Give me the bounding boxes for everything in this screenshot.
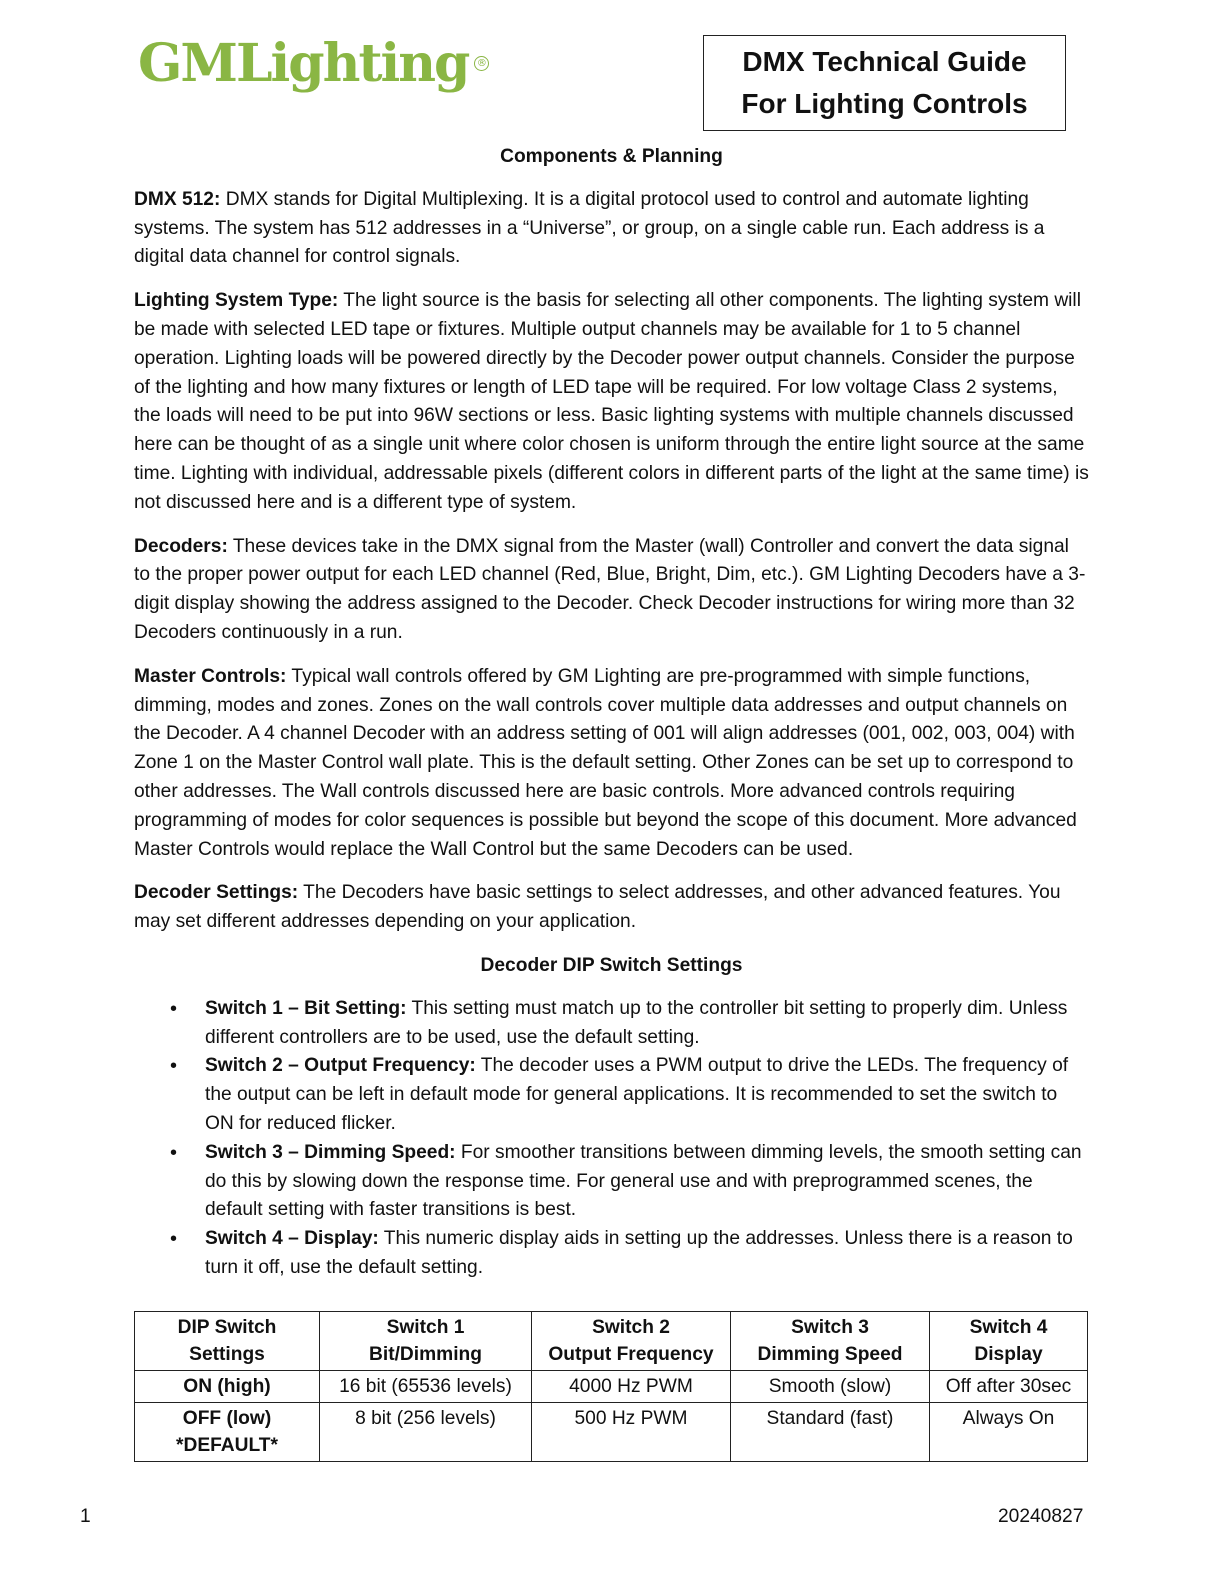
document-code: 20240827: [998, 1506, 1084, 1527]
paragraph-label: Decoder Settings:: [134, 882, 299, 904]
table-header: Switch 4 Display: [930, 1312, 1088, 1371]
section-title: Components & Planning: [500, 146, 723, 167]
registered-mark-icon: ®: [474, 56, 489, 71]
paragraph-decoders: [134, 533, 1089, 648]
table-cell: Smooth (slow): [731, 1371, 930, 1403]
list-item: [205, 995, 1089, 1053]
paragraph-decoder-settings: [134, 879, 1089, 937]
table-cell: 4000 Hz PWM: [532, 1371, 731, 1403]
dip-switch-title: Decoder DIP Switch Settings: [480, 954, 743, 976]
table-cell: 16 bit (65536 levels): [320, 1371, 532, 1403]
paragraph-label: Lighting System Type:: [134, 290, 339, 312]
page-number: 1: [80, 1506, 91, 1527]
paragraph-text: DMX stands for Digital Multiplexing. It is a digital protocol used to control and automate lighting systems. The system has 512 addresses in a “Universe”, or group, on a single cable run. Each address is a digital data channel for control signals.: [134, 188, 1045, 268]
paragraph-text: The Decoders have basic settings to select addresses, and other advanced features. You may set different addresses depending on your application.: [134, 882, 1061, 933]
bullet-label: Switch 1 – Bit Setting:: [205, 997, 407, 1019]
bullet-text: This numeric display aids in setting up the addresses. Unless there is a reason to turn it off, use the default setting.: [205, 1228, 1073, 1278]
title-line-2: For Lighting Controls: [741, 88, 1028, 119]
title-line-1: DMX Technical Guide: [742, 46, 1027, 77]
paragraph-text: Typical wall controls offered by GM Lighting are pre-programmed with simple functions, dimming, modes and zones. Zones on the wall controls cover multiple data addresses and output channels on the Decoder. A 4 channel Decoder with an address setting of 001 will align addresses (001, 002, 003, 004) with Zone 1 on the Master Control wall plate. This is the default setting. Other Zones can be set up to correspond to other addresses. The Wall controls discussed here are basic controls. More advanced controls requiring programming of modes for color sequences is possible but beyond the scope of this document. More advanced Master Controls would replace the Wall Control but the same Decoders can be used.: [134, 665, 1077, 860]
main-content: [134, 143, 1089, 1291]
table-header: Switch 3 Dimming Speed: [731, 1312, 930, 1371]
paragraph-label: Decoders:: [134, 535, 228, 557]
paragraph-text: The light source is the basis for selecting all other components. The lighting system will be made with selected LED tape or fixtures. Multiple output channels may be available for 1 to 5 channel operation. Lighting loads will be powered directly by the Decoder power output channels. Consider the purpose of the lighting and how many fixtures or length of LED tape will be required. For low voltage Class 2 systems, the loads will need to be put into 96W sections or less. Basic lighting systems with multiple channels discussed here can be thought of as a single unit where color chosen is uniform through the entire light source at the same time. Lighting with individual, addressable pixels (different colors in different parts of the light at the same time) is not discussed here and is a different type of system.: [134, 290, 1089, 513]
paragraph-master-controls: [134, 663, 1089, 865]
document-title-box: [703, 35, 1066, 131]
bullet-label: Switch 2 – Output Frequency:: [205, 1055, 476, 1077]
table-cell: Standard (fast): [731, 1403, 930, 1462]
table-header: Switch 1 Bit/Dimming: [320, 1312, 532, 1371]
table-row: [135, 1371, 1088, 1403]
table-cell-row-label: ON (high): [135, 1371, 320, 1403]
table-header-row: [135, 1312, 1088, 1371]
bullet-text: This setting must match up to the controller bit setting to properly dim. Unless different controllers are to be used, use the default setting.: [205, 997, 1068, 1048]
bullet-label: Switch 3 – Dimming Speed:: [205, 1141, 456, 1163]
table-header: DIP Switch Settings: [135, 1312, 320, 1371]
logo-text: GMLighting: [138, 33, 469, 94]
bullet-text: The decoder uses a PWM output to drive the LEDs. The frequency of the output can be left in default mode for general applications. It is recommended to set the switch to ON for reduced flicker.: [205, 1055, 1069, 1134]
list-item: [205, 1225, 1089, 1283]
bullet-label: Switch 4 – Display:: [205, 1228, 379, 1250]
paragraph-label: DMX 512:: [134, 188, 221, 210]
table-cell: 8 bit (256 levels): [320, 1403, 532, 1462]
table-row: [135, 1403, 1088, 1462]
dip-switch-list: [134, 995, 1089, 1283]
list-item: [205, 1139, 1089, 1225]
paragraph-dmx512: [134, 186, 1089, 272]
company-logo: [138, 33, 489, 94]
paragraph-label: Master Controls:: [134, 665, 287, 687]
dip-switch-table: [134, 1311, 1088, 1462]
table-cell: Always On: [930, 1403, 1088, 1462]
paragraph-text: These devices take in the DMX signal from the Master (wall) Controller and convert the data signal to the proper power output for each LED channel (Red, Blue, Bright, Dim, etc.). GM Lighting Decoders have a 3-digit display showing the address assigned to the Decoder. Check Decoder instructions for wiring more than 32 Decoders continuously in a run.: [134, 535, 1086, 643]
table-cell: Off after 30sec: [930, 1371, 1088, 1403]
paragraph-lighting-system-type: [134, 287, 1089, 517]
table-cell-row-label: OFF (low) *DEFAULT*: [135, 1403, 320, 1462]
list-item: [205, 1052, 1089, 1138]
table-header: Switch 2 Output Frequency: [532, 1312, 731, 1371]
table-cell: 500 Hz PWM: [532, 1403, 731, 1462]
bullet-text: For smoother transitions between dimming levels, the smooth setting can do this by slowing down the response time. For general use and with preprogrammed scenes, the default setting with faster transitions is best.: [205, 1141, 1082, 1221]
